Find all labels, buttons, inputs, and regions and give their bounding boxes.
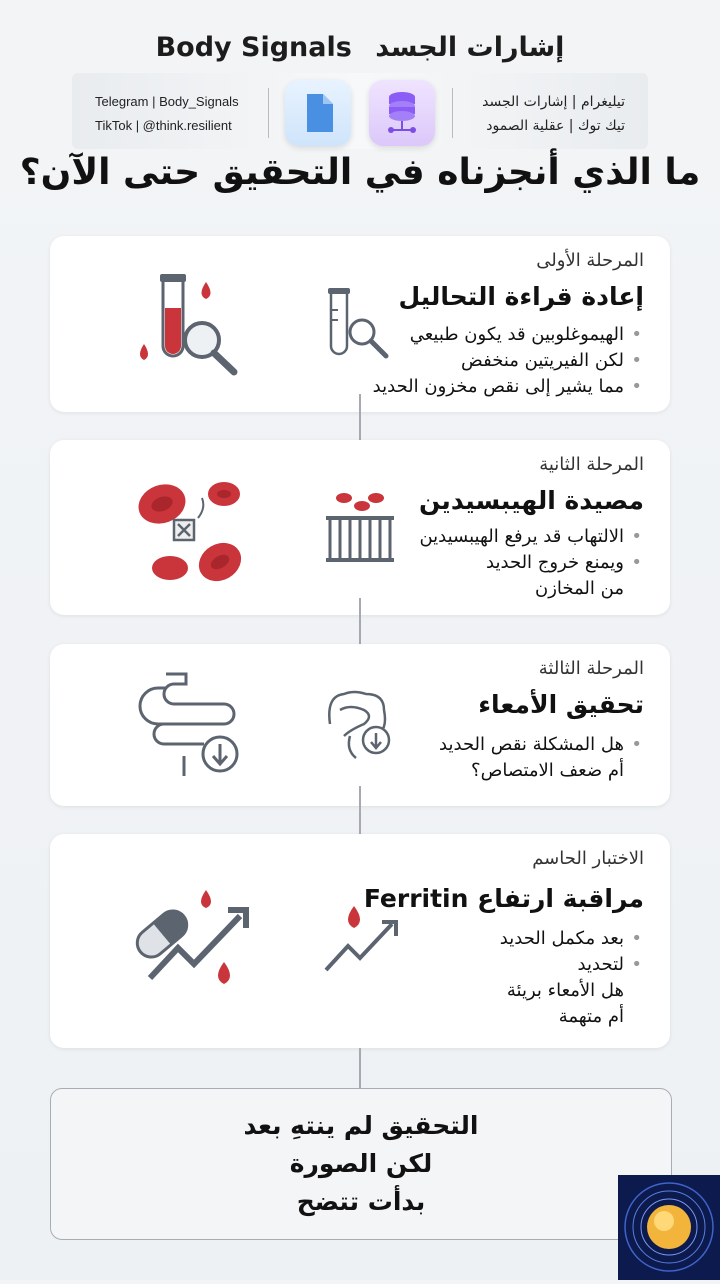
intestine-icon xyxy=(136,666,246,784)
conclusion-line: التحقيق لم ينتهِ بعد xyxy=(243,1111,479,1140)
conclusion-line: بدأت تتضح xyxy=(296,1187,426,1216)
stage-card-4 xyxy=(50,834,670,1048)
stage-label: المرحلة الثالثة xyxy=(538,658,644,679)
stage-title: تحقيق الأمعاء xyxy=(478,690,644,719)
social-links-ar xyxy=(482,90,625,138)
bullet-continuation: أم متهمة xyxy=(558,1006,624,1027)
brand-logo xyxy=(618,1175,720,1280)
conclusion-line: لكن الصورة xyxy=(289,1149,433,1178)
bullet-item: • لكن الفيريتين منخفض xyxy=(373,348,644,374)
bullet-item: • مما يشير إلى نقص مخزون الحديد xyxy=(373,374,644,400)
conclusion-box xyxy=(50,1088,672,1240)
stage-label: الاختبار الحاسم xyxy=(532,848,644,869)
stage-card-2 xyxy=(50,440,670,615)
bullet-continuation: من المخازن xyxy=(535,578,624,599)
divider-left xyxy=(268,88,269,138)
stage-title: إعادة قراءة التحاليل xyxy=(398,282,644,311)
stage-title: مراقبة ارتفاع Ferritin xyxy=(363,884,644,913)
bullet-continuation: هل الأمعاء بريئة xyxy=(506,980,624,1001)
telegram-link[interactable]: Telegram | Body_Signals xyxy=(95,94,239,109)
stage-bullets xyxy=(500,926,644,1030)
bullet-item: • ويمنع خروج الحديد xyxy=(419,550,644,576)
stage-card-3 xyxy=(50,644,670,806)
pill-trend-icon xyxy=(128,882,252,998)
cage-icon xyxy=(324,490,398,568)
app-title xyxy=(0,32,720,63)
blood-cells-icon xyxy=(136,474,248,584)
main-question: ما الذي أنجزناه في التحقيق حتى الآن؟ xyxy=(19,152,701,193)
stage-bullets xyxy=(373,322,644,400)
bullet-item: • الالتهاب قد يرفع الهيبسيدين xyxy=(419,524,644,550)
divider-right xyxy=(452,88,453,138)
telegram-link-ar[interactable]: تيليغرام | إشارات الجسد xyxy=(482,94,625,110)
stage-card-1 xyxy=(50,236,670,412)
tiktok-link[interactable]: TikTok | @think.resilient xyxy=(95,118,232,133)
test-tube-magnifier-icon xyxy=(134,268,244,383)
stage-bullets xyxy=(419,524,644,602)
intestine-small-icon xyxy=(324,688,396,766)
bullet-item: • الهيموغلوبين قد يكون طبيعي xyxy=(373,322,644,348)
social-links-en xyxy=(95,90,239,138)
drop-trend-icon xyxy=(320,902,402,978)
flow-arrow-4 xyxy=(359,1048,361,1088)
title-arabic: إشارات الجسد xyxy=(375,32,565,63)
stage-label: المرحلة الثانية xyxy=(539,454,644,475)
tiktok-link-ar[interactable]: تيك توك | عقلية الصمود xyxy=(486,118,625,134)
bullet-item: • هل المشكلة نقص الحديد xyxy=(439,732,644,758)
title-english: Body Signals xyxy=(155,32,352,63)
stage-title: مصيدة الهيبسيدين xyxy=(418,486,644,515)
database-icon xyxy=(369,80,435,146)
stage-label: المرحلة الأولى xyxy=(536,250,644,271)
stage-bullets xyxy=(439,732,644,784)
document-icon xyxy=(285,80,351,146)
bullet-item: • لتحديد xyxy=(500,952,644,978)
test-tube-small-icon xyxy=(324,286,394,366)
bullet-item: • بعد مكمل الحديد xyxy=(500,926,644,952)
bullet-continuation: أم ضعف الامتصاص؟ xyxy=(471,760,624,781)
